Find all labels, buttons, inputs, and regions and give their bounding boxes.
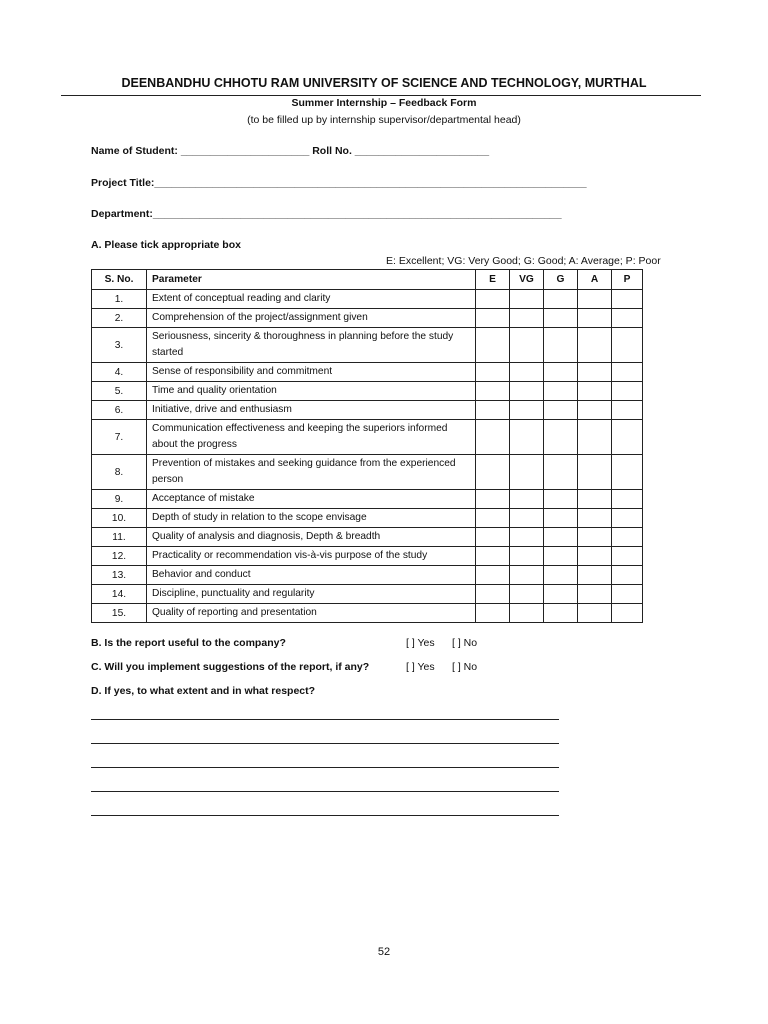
rating-very-good-checkbox-cell[interactable] [510,290,544,309]
answer-line[interactable] [91,767,559,768]
answer-line[interactable] [91,791,559,792]
rating-poor-checkbox-cell[interactable] [612,363,643,382]
rating-poor-checkbox-cell[interactable] [612,290,643,309]
form-subtitle: (to be filled up by internship supervisor/departmental head) [247,114,521,126]
parameter-cell: Comprehension of the project/assignment given [147,309,476,328]
rating-average-checkbox-cell[interactable] [578,401,612,420]
answer-line[interactable] [91,815,559,816]
rating-excellent-checkbox-cell[interactable] [476,290,510,309]
rating-average-checkbox-cell[interactable] [578,420,612,455]
rating-average-checkbox-cell[interactable] [578,604,612,623]
rating-excellent-checkbox-cell[interactable] [476,363,510,382]
table-row [92,382,643,401]
table-row [92,290,643,309]
rating-poor-checkbox-cell[interactable] [612,509,643,528]
rating-excellent-checkbox-cell[interactable] [476,604,510,623]
question-d: D. If yes, to what extent and in what respect? [91,685,316,697]
rating-poor-checkbox-cell[interactable] [612,309,643,328]
serial-number-cell: 6. [92,401,147,420]
table-row [92,455,643,490]
rating-poor-checkbox-cell[interactable] [612,401,643,420]
page-number: 52 [377,946,391,958]
rating-excellent-checkbox-cell[interactable] [476,309,510,328]
rating-poor-checkbox-cell[interactable] [612,604,643,623]
section-a-heading: A. Please tick appropriate box [91,239,241,251]
rating-very-good-checkbox-cell[interactable] [510,528,544,547]
column-header: S. No. [92,270,147,290]
rating-excellent-checkbox-cell[interactable] [476,382,510,401]
table-row [92,420,643,455]
rating-average-checkbox-cell[interactable] [578,309,612,328]
rating-good-checkbox-cell[interactable] [544,528,578,547]
parameter-cell: Discipline, punctuality and regularity [147,585,476,604]
parameter-cell: Quality of reporting and presentation [147,604,476,623]
rating-good-checkbox-cell[interactable] [544,566,578,585]
serial-number-cell: 14. [92,585,147,604]
rating-good-checkbox-cell[interactable] [544,547,578,566]
parameter-cell: Acceptance of mistake [147,490,476,509]
question-c-yes-option[interactable]: [ ] Yes [406,661,435,673]
rating-excellent-checkbox-cell[interactable] [476,328,510,363]
rating-good-checkbox-cell[interactable] [544,328,578,363]
serial-number-cell: 13. [92,566,147,585]
parameter-cell: Sense of responsibility and commitment [147,363,476,382]
table-row [92,363,643,382]
rating-average-checkbox-cell[interactable] [578,455,612,490]
rating-very-good-checkbox-cell[interactable] [510,382,544,401]
rating-very-good-checkbox-cell[interactable] [510,490,544,509]
department-field[interactable]: Department:______________________________________________________________________ [91,208,562,220]
serial-number-cell: 9. [92,490,147,509]
table-row [92,328,643,363]
column-header: G [544,270,578,290]
column-header: VG [510,270,544,290]
answer-line[interactable] [91,719,559,720]
table-row [92,528,643,547]
rating-excellent-checkbox-cell[interactable] [476,455,510,490]
rating-good-checkbox-cell[interactable] [544,420,578,455]
question-b-no-option[interactable]: [ ] No [452,637,478,649]
serial-number-cell: 15. [92,604,147,623]
rating-table [91,269,643,623]
rating-average-checkbox-cell[interactable] [578,490,612,509]
rating-excellent-checkbox-cell[interactable] [476,509,510,528]
table-row [92,490,643,509]
rating-excellent-checkbox-cell[interactable] [476,585,510,604]
rating-poor-checkbox-cell[interactable] [612,455,643,490]
parameter-cell: Seriousness, sincerity & thoroughness in planning before the study started [147,328,476,363]
serial-number-cell: 2. [92,309,147,328]
parameter-cell: Behavior and conduct [147,566,476,585]
rating-average-checkbox-cell[interactable] [578,547,612,566]
rating-very-good-checkbox-cell[interactable] [510,547,544,566]
rating-very-good-checkbox-cell[interactable] [510,566,544,585]
serial-number-cell: 3. [92,328,147,363]
column-header: E [476,270,510,290]
rating-very-good-checkbox-cell[interactable] [510,328,544,363]
question-c: C. Will you implement suggestions of the report, if any? [91,661,370,673]
header-rule [61,95,701,96]
rating-good-checkbox-cell[interactable] [544,604,578,623]
rating-excellent-checkbox-cell[interactable] [476,566,510,585]
rating-good-checkbox-cell[interactable] [544,585,578,604]
column-header: Parameter [147,270,476,290]
rating-good-checkbox-cell[interactable] [544,382,578,401]
table-row [92,585,643,604]
parameter-cell: Quality of analysis and diagnosis, Depth & breadth [147,528,476,547]
rating-good-checkbox-cell[interactable] [544,363,578,382]
parameter-cell: Time and quality orientation [147,382,476,401]
column-header: A [578,270,612,290]
question-b: B. Is the report useful to the company? [91,637,286,649]
rating-average-checkbox-cell[interactable] [578,509,612,528]
student-name-roll-field[interactable]: Name of Student: ______________________ Roll No. _______________________ [91,145,490,157]
rating-good-checkbox-cell[interactable] [544,309,578,328]
university-name: DEENBANDHU CHHOTU RAM UNIVERSITY OF SCIENCE AND TECHNOLOGY, MURTHAL [121,76,647,90]
rating-good-checkbox-cell[interactable] [544,401,578,420]
rating-legend: E: Excellent; VG: Very Good; G: Good; A: Average; P: Poor [386,255,661,267]
rating-average-checkbox-cell[interactable] [578,363,612,382]
question-b-yes-option[interactable]: [ ] Yes [406,637,435,649]
rating-average-checkbox-cell[interactable] [578,585,612,604]
table-row [92,547,643,566]
serial-number-cell: 5. [92,382,147,401]
rating-excellent-checkbox-cell[interactable] [476,490,510,509]
serial-number-cell: 8. [92,455,147,490]
table-row [92,509,643,528]
rating-poor-checkbox-cell[interactable] [612,585,643,604]
rating-excellent-checkbox-cell[interactable] [476,401,510,420]
rating-very-good-checkbox-cell[interactable] [510,363,544,382]
parameter-cell: Practicality or recommendation vis-à-vis purpose of the study [147,547,476,566]
rating-average-checkbox-cell[interactable] [578,382,612,401]
form-title: Summer Internship – Feedback Form [291,97,477,109]
parameter-cell: Prevention of mistakes and seeking guidance from the experienced person [147,455,476,490]
rating-very-good-checkbox-cell[interactable] [510,309,544,328]
table-row [92,401,643,420]
parameter-cell: Initiative, drive and enthusiasm [147,401,476,420]
rating-excellent-checkbox-cell[interactable] [476,547,510,566]
parameter-cell: Depth of study in relation to the scope envisage [147,509,476,528]
parameter-cell: Extent of conceptual reading and clarity [147,290,476,309]
rating-very-good-checkbox-cell[interactable] [510,604,544,623]
rating-poor-checkbox-cell[interactable] [612,528,643,547]
rating-average-checkbox-cell[interactable] [578,528,612,547]
rating-very-good-checkbox-cell[interactable] [510,509,544,528]
serial-number-cell: 1. [92,290,147,309]
rating-poor-checkbox-cell[interactable] [612,547,643,566]
table-row [92,566,643,585]
rating-excellent-checkbox-cell[interactable] [476,420,510,455]
table-row [92,604,643,623]
serial-number-cell: 7. [92,420,147,455]
rating-poor-checkbox-cell[interactable] [612,490,643,509]
rating-average-checkbox-cell[interactable] [578,290,612,309]
rating-poor-checkbox-cell[interactable] [612,328,643,363]
project-title-field[interactable]: Project Title:__________________________________________________________________________ [91,177,587,189]
table-header-row [92,270,643,290]
rating-good-checkbox-cell[interactable] [544,490,578,509]
rating-poor-checkbox-cell[interactable] [612,566,643,585]
table-row [92,309,643,328]
parameter-cell: Communication effectiveness and keeping the superiors informed about the progress [147,420,476,455]
rating-poor-checkbox-cell[interactable] [612,420,643,455]
rating-poor-checkbox-cell[interactable] [612,382,643,401]
question-c-no-option[interactable]: [ ] No [452,661,478,673]
serial-number-cell: 4. [92,363,147,382]
rating-good-checkbox-cell[interactable] [544,455,578,490]
rating-very-good-checkbox-cell[interactable] [510,585,544,604]
rating-very-good-checkbox-cell[interactable] [510,420,544,455]
rating-good-checkbox-cell[interactable] [544,509,578,528]
serial-number-cell: 12. [92,547,147,566]
rating-very-good-checkbox-cell[interactable] [510,401,544,420]
rating-excellent-checkbox-cell[interactable] [476,528,510,547]
column-header: P [612,270,643,290]
rating-average-checkbox-cell[interactable] [578,328,612,363]
serial-number-cell: 10. [92,509,147,528]
answer-line[interactable] [91,743,559,744]
serial-number-cell: 11. [92,528,147,547]
rating-very-good-checkbox-cell[interactable] [510,455,544,490]
rating-average-checkbox-cell[interactable] [578,566,612,585]
rating-good-checkbox-cell[interactable] [544,290,578,309]
